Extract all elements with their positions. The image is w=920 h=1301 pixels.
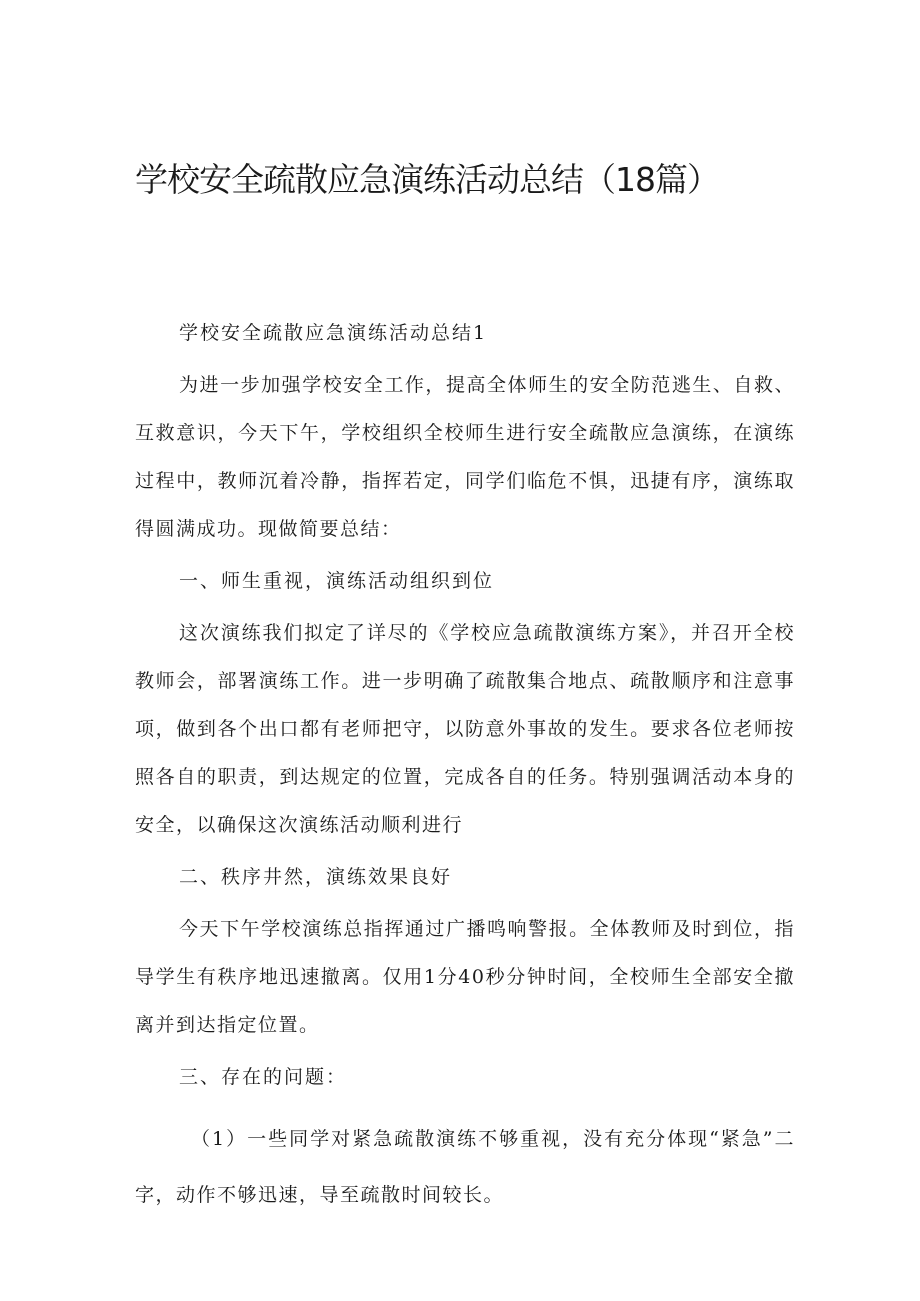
- paragraph-organization: 这次演练我们拟定了详尽的《学校应急疏散演练方案》，并召开全校教师会，部署演练工作。进一步明确了疏散集合地点、疏散顺序和注意事项，做到各个出口都有老师把守，以防意外事故的发生。要求各位老师按照各自的职责，到达规定的位置，完成各自的任务。特别强调活动本身的安全，以确保这次演练活动顺利进行: [135, 622, 795, 836]
- paragraph-problem-1: （1）一些同学对紧急疏散演练不够重视，没有充分体现“紧急”二字，动作不够迅速，导至疏散时间较长。: [135, 1128, 795, 1206]
- document-body: [135, 309, 795, 1223]
- paragraph-order: 今天下午学校演练总指挥通过广播鸣响警报。全体教师及时到位，指导学生有秩序地迅速撤离。仅用1分40秒分钟时间，全校师生全部安全撤离并到达指定位置。: [135, 918, 795, 1036]
- section-heading-order: 二、秩序井然，演练效果良好: [179, 866, 453, 888]
- section-heading-problems: 三、存在的问题：: [179, 1066, 348, 1088]
- paragraph-intro: 为进一步加强学校安全工作，提高全体师生的安全防范逃生、自救、互救意识，今天下午，学校组织全校师生进行安全疏散应急演练，在演练过程中，教师沉着冷静，指挥若定，同学们临危不惧，迅捷有序，演练取得圆满成功。现做简要总结：: [135, 374, 795, 540]
- section-heading-1: 学校安全疏散应急演练活动总结1: [179, 322, 488, 344]
- section-heading-organization: 一、师生重视，演练活动组织到位: [179, 570, 495, 592]
- document-title: 学校安全疏散应急演练活动总结（18篇）: [135, 160, 719, 199]
